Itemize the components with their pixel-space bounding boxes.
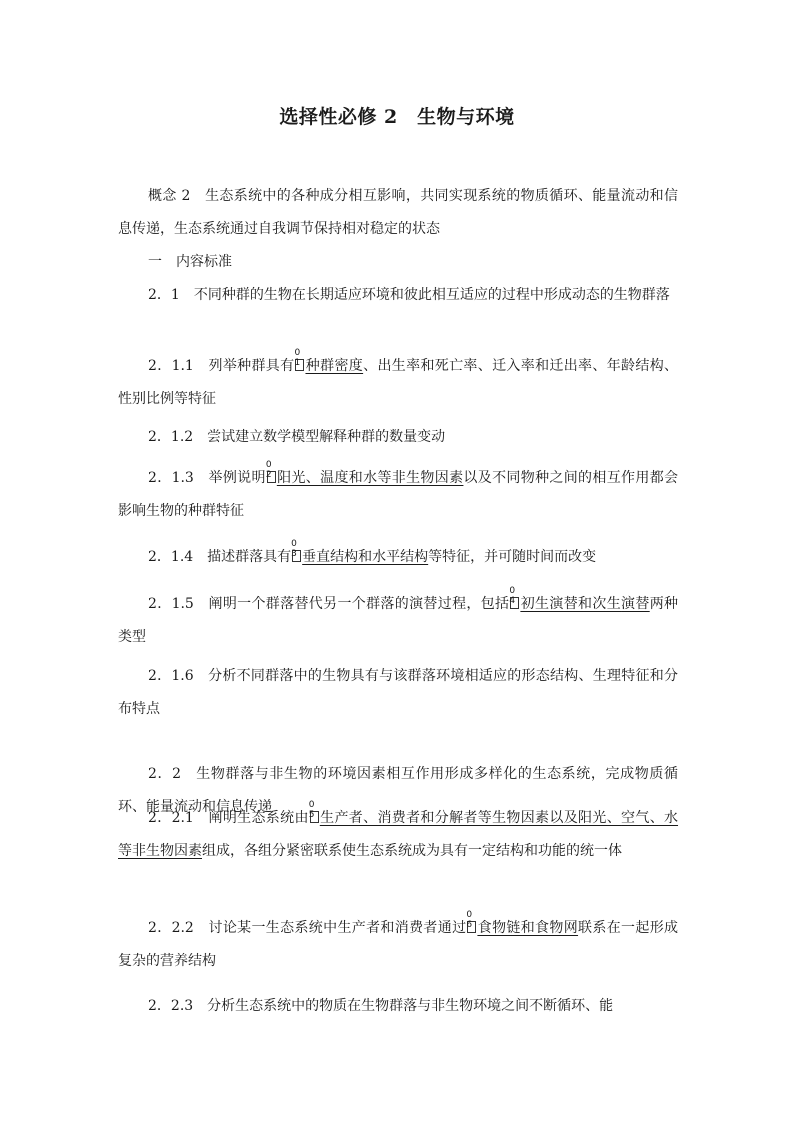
standard-2-1-5: 2．1.5 阐明一个群落替代另一个群落的演替过程，包括 04 初生演替和次生演替两种类型 [118,586,679,645]
standard-2-1-2: 2．1.2 尝试建立数学模型解释种群的数量变动 [148,429,446,445]
answer-text: 食物链和食物网 [477,920,579,936]
answer-text: 初生演替和次生 [520,596,622,612]
section-heading: 一 内容标准 [148,254,232,270]
answer-box-icon: 04 [510,597,519,609]
answer-box-icon: 01 [295,359,304,371]
answer-box-icon: 02 [267,471,276,483]
standard-2-1-6: 2．1.6 分析不同群落中的生物具有与该群落环境相适应的形态结构、生理特征和分布特点 [118,668,679,717]
standard-2-1: 2．1 不同种群的生物在长期适应环境和彼此相互适应的过程中形成动态的生物群落 [148,287,670,303]
page-title: 选择性必修 2 生物与环境 [279,106,515,128]
standard-2-2: 2．2 生物群落与非生物的环境因素相互作用形成多样化的生态系统，完成物质循环、能量流动和信息传递 [118,766,679,815]
standard-2-2-1: 2．2.1 阐明生态系统由 05 生产者、消费者和分解者等生物因素以及阳光、空气、水等非生物因素组成，各组分紧密联系使生态系统成为具有一定结构和功能的统一体 [118,800,679,859]
standard-2-1-1: 2．1.1 列举种群具有 01 种群密度、出生率和死亡率、迁入率和迁出率、年龄结构、性别比例等特征 [118,348,679,407]
answer-text-cont: 演替 [621,596,650,612]
standard-2-2-2: 2．2.2 讨论某一生态系统中生产者和消费者通过 06 食物链和食物网联系在一起形成复杂的营养结构 [118,910,679,969]
standard-2-1-3: 2．1.3 举例说明 02 阳光、温度和水等非生物因素以及不同物种之间的相互作用都会影响生物的种群特征 [118,460,679,519]
answer-text: 生产者、消费者和分解者等生物因素以及阳光、 [319,810,622,826]
standard-2-2-3: 2．2.3 分析生态系统中的物质在生物群落与非生物环境之间不断循环、能 [148,998,614,1014]
answer-box-icon: 06 [467,921,476,933]
concept-paragraph [118,180,678,246]
answer-text-cont: 空气、水等非生物因素 [118,810,679,859]
answer-text: 阳光、温度和水等非生物因素 [276,470,464,486]
answer-box-icon: 03 [292,550,301,562]
concept-rest: 流动和信息传递，生态系统通过自我调节保持相对稳定的状态 [118,188,679,237]
answer-text: 垂直结构和水平结构 [302,549,429,565]
standard-2-1-4: 2．1.4 描述群落具有 03 垂直结构和水平结构等特征，并可随时间而改变 [148,539,597,565]
answer-text: 种群密度 [305,358,364,374]
concept-lead: 概念 2 生态系统中的各种成分相互影响，共同实现系统的物质循环、能量 [148,188,621,204]
answer-box-icon: 05 [310,811,319,823]
